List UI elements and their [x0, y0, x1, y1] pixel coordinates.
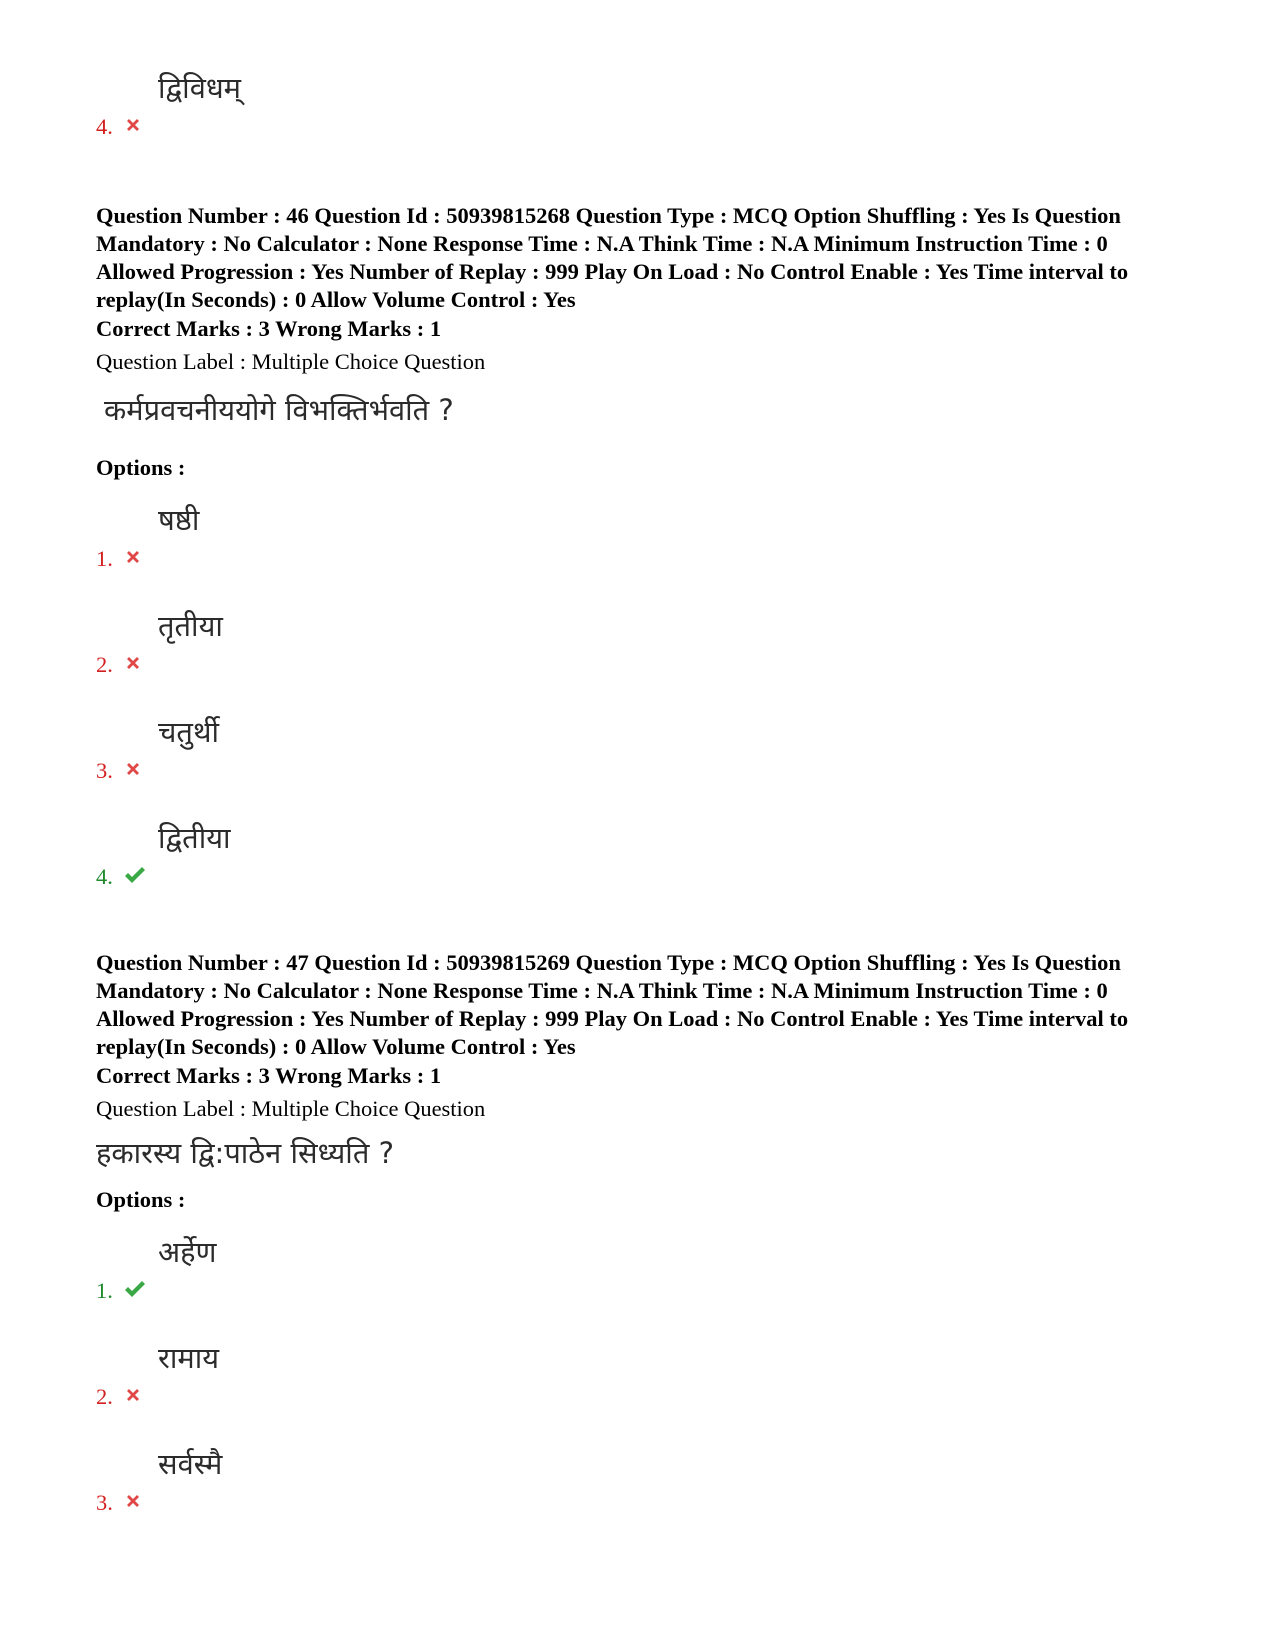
- option-item: [96, 608, 496, 678]
- option-item: [96, 820, 496, 890]
- cross-icon: [124, 760, 142, 778]
- option-item: [96, 70, 496, 140]
- question-marks: Correct Marks : 3 Wrong Marks : 1: [96, 1063, 442, 1088]
- option-number: 4.: [96, 114, 113, 139]
- option-text: अर्हेण: [158, 1235, 217, 1269]
- option-text: षष्ठी: [158, 503, 200, 537]
- option-number: 2.: [96, 652, 113, 677]
- option-item: [96, 1234, 496, 1304]
- option-text: चतुर्थी: [158, 715, 219, 749]
- question-meta: Question Number : 46 Question Id : 50939815268 Question Type : MCQ Option Shuffling : Yes Is Question Mandatory : No Calculator : None Response Time : N.A Think Time : N.A Minimum Instruction Time : 0 Allowed Progression : Yes Number of Replay : 999 Play On Load : No Control Enable : Yes Time interval to replay(In Seconds) : 0 Allow Volume Control : Yes: [96, 203, 1129, 312]
- cross-icon: [124, 1492, 142, 1510]
- question-label: Question Label : Multiple Choice Question: [96, 1096, 486, 1121]
- option-number: 3.: [96, 758, 113, 783]
- option-text: द्विविधम्: [158, 71, 241, 105]
- options-heading: Options :: [96, 455, 186, 480]
- question-text: कर्मप्रवचनीययोगे विभक्तिर्भवति ?: [104, 393, 454, 427]
- option-number: 3.: [96, 1490, 113, 1515]
- cross-icon: [124, 116, 142, 134]
- cross-icon: [124, 548, 142, 566]
- option-number: 1.: [96, 1278, 113, 1303]
- option-text: रामाय: [158, 1341, 220, 1375]
- question-meta: Question Number : 47 Question Id : 50939815269 Question Type : MCQ Option Shuffling : Yes Is Question Mandatory : No Calculator : None Response Time : N.A Think Time : N.A Minimum Instruction Time : 0 Allowed Progression : Yes Number of Replay : 999 Play On Load : No Control Enable : Yes Time interval to replay(In Seconds) : 0 Allow Volume Control : Yes: [96, 950, 1129, 1059]
- option-number: 1.: [96, 546, 113, 571]
- options-heading: Options :: [96, 1187, 186, 1212]
- option-number: 4.: [96, 864, 113, 889]
- option-text: द्वितीया: [158, 821, 231, 855]
- option-text: सर्वस्मै: [158, 1447, 223, 1481]
- option-item: [96, 714, 496, 784]
- check-icon: [124, 1280, 146, 1298]
- cross-icon: [124, 1386, 142, 1404]
- option-item: [96, 502, 496, 572]
- option-item: [96, 1340, 496, 1410]
- option-text: तृतीया: [158, 609, 223, 643]
- cross-icon: [124, 654, 142, 672]
- question-marks: Correct Marks : 3 Wrong Marks : 1: [96, 316, 442, 341]
- question-text: हकारस्य द्वि:पाठेन सिध्यति ?: [96, 1136, 394, 1170]
- option-item: [96, 1446, 496, 1516]
- question-label: Question Label : Multiple Choice Question: [96, 349, 486, 374]
- check-icon: [124, 866, 146, 884]
- option-number: 2.: [96, 1384, 113, 1409]
